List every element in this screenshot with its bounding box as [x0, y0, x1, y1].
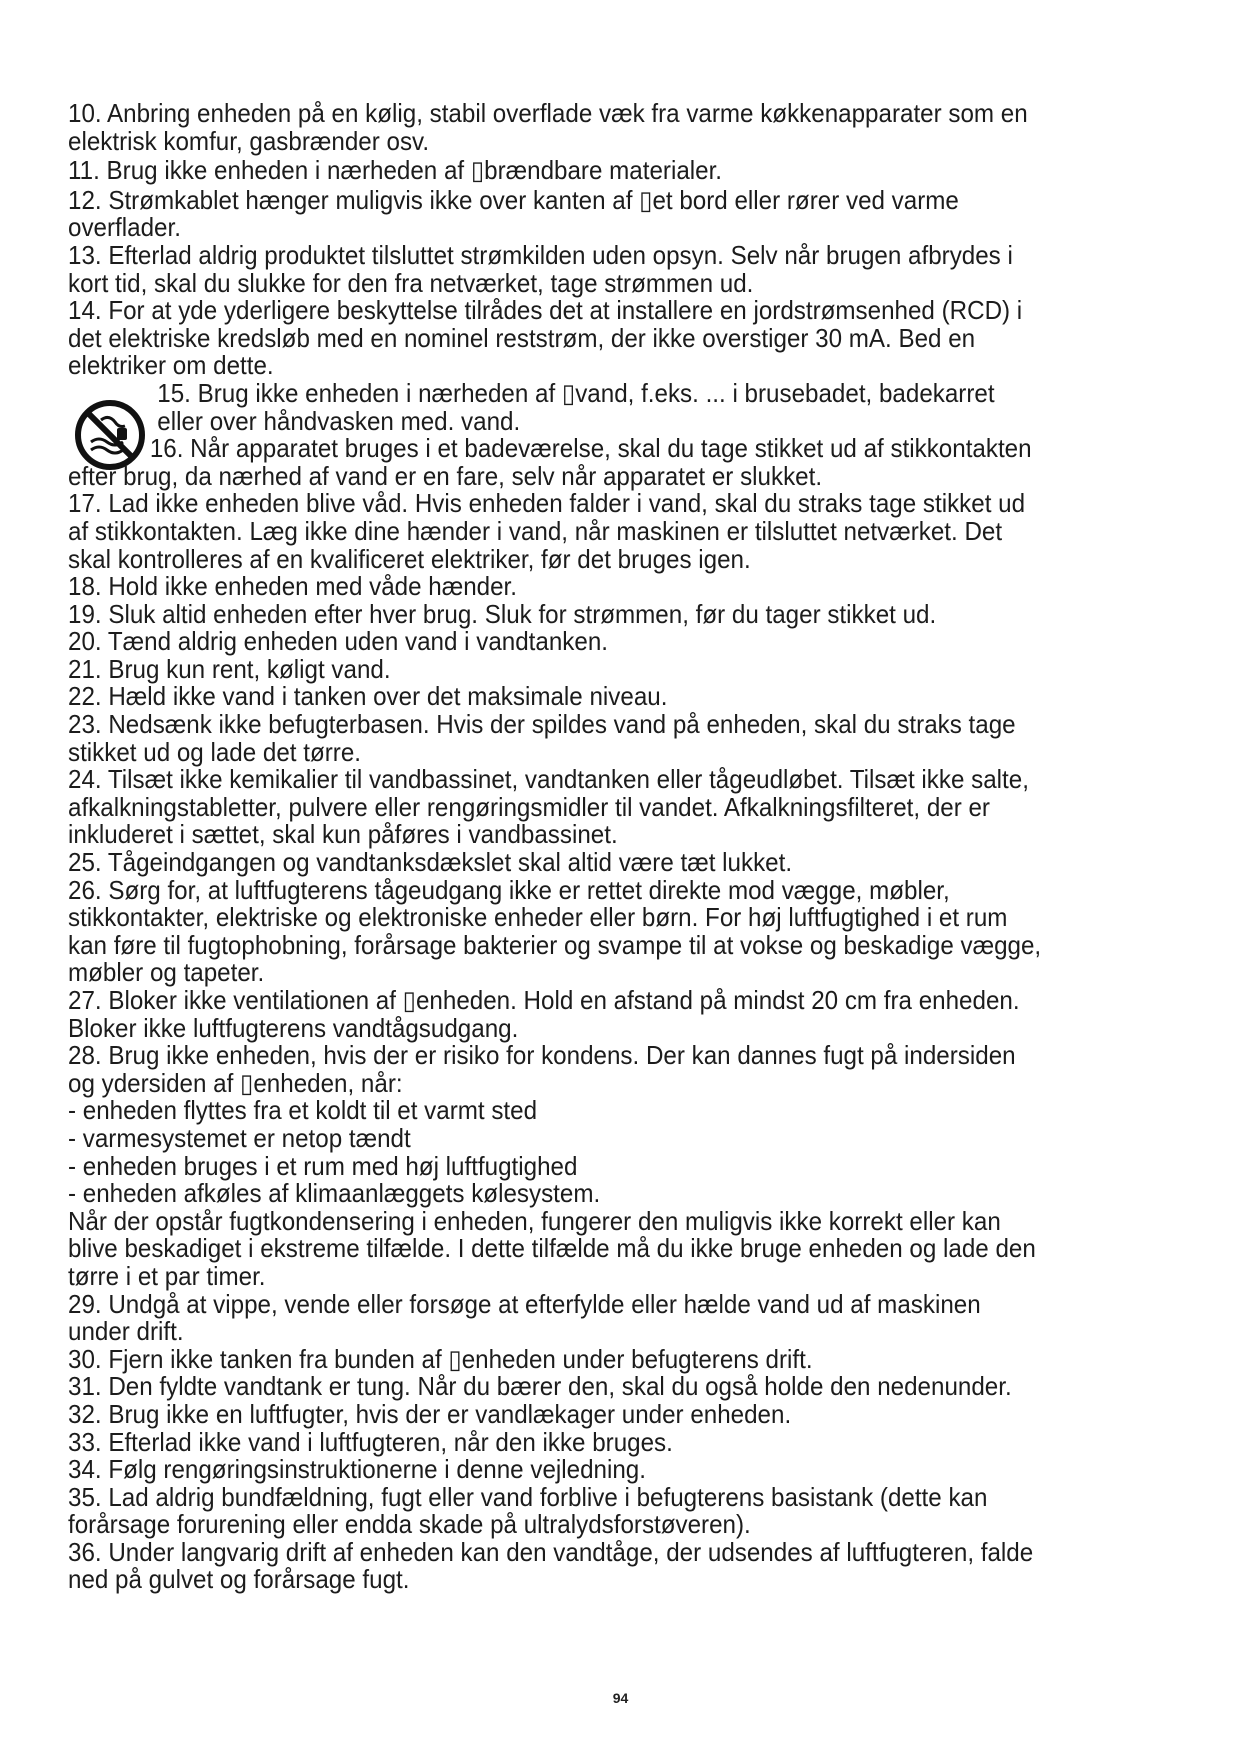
line-27b: Bloker ikke luftfugterens vandtågsudgang. — [68, 1012, 519, 1043]
line-16a: 16. Når apparatet bruges i et badeværelse, skal du tage stikket ud af stikkontakten — [149, 433, 1032, 464]
line-14b: det elektriske kredsløb med en nominel reststrøm, der ikke overstiger 30 mA. Bed en — [68, 322, 976, 353]
line-35b: forårsage forurening eller endda skade på ultralydsforstøveren). — [68, 1509, 751, 1540]
line-14a: 14. For at yde yderligere beskyttelse tilrådes det at installere en jordstrømsenhed (RCD) i — [68, 295, 1023, 326]
line-25: 25. Tågeindgangen og vandtanksdækslet skal altid være tæt lukket. — [68, 847, 793, 878]
line-31: 31. Den fyldte vandtank er tung. Når du bærer den, skal du også holde den nedenunder. — [68, 1371, 1012, 1402]
line-28h: blive beskadiget i ekstreme tilfælde. I dette tilfælde må du ikke bruge enheden og lade den — [68, 1233, 1036, 1264]
line-26b: stikkontakter, elektriske og elektroniske enheder eller børn. For høj luftfugtighed i et rum — [68, 902, 1008, 933]
line-26d: møbler og tapeter. — [68, 957, 265, 988]
line-28c: - enheden flyttes fra et koldt til et varmt sted — [68, 1095, 538, 1126]
line-24c: inkluderet i sættet, skal kun påføres i vandbassinet. — [68, 819, 618, 850]
line-36b: ned på gulvet og forårsage fugt. — [68, 1564, 410, 1595]
line-15a: 15. Brug ikke enheden i nærheden af ▯vand, f.eks. ... i brusebadet, badekarret — [157, 377, 995, 408]
line-33: 33. Efterlad ikke vand i luftfugteren, når den ikke bruges. — [68, 1426, 673, 1457]
line-10b: elektrisk komfur, gasbrænder osv. — [68, 125, 430, 156]
line-29b: under drift. — [68, 1316, 184, 1347]
line-10a: 10. Anbring enheden på en kølig, stabil overflade væk fra varme køkkenapparater som en — [68, 98, 1028, 128]
line-34: 34. Følg rengøringsinstruktionerne i denne vejledning. — [68, 1454, 646, 1485]
line-28b: og ydersiden af ▯enheden, når: — [68, 1067, 403, 1098]
line-23b: stikket ud og lade det tørre. — [68, 736, 361, 767]
line-28f: - enheden afkøles af klimaanlæggets kølesystem. — [68, 1178, 601, 1209]
line-19: 19. Sluk altid enheden efter hver brug. Sluk for strømmen, før du tager stikket ud. — [68, 598, 937, 629]
line-35a: 35. Lad aldrig bundfældning, fugt eller vand forblive i befugterens basistank (dette kan — [68, 1481, 988, 1512]
line-12b: overflader. — [68, 212, 181, 243]
line-16b: efter brug, da nærhed af vand er en fare, selv når apparatet er slukket. — [68, 460, 823, 491]
line-20: 20. Tænd aldrig enheden uden vand i vandtanken. — [68, 626, 608, 657]
line-14c: elektriker om dette. — [68, 350, 274, 381]
line-28a: 28. Brug ikke enheden, hvis der er risiko for kondens. Der kan dannes fugt på indersiden — [68, 1040, 1016, 1071]
line-27a: 27. Bloker ikke ventilationen af ▯enheden. Hold en afstand på mindst 20 cm fra enheden. — [68, 985, 1020, 1015]
line-28g: Når der opstår fugtkondensering i enheden, fungerer den muligvis ikke korrekt eller kan — [68, 1205, 1001, 1236]
line-21: 21. Brug kun rent, køligt vand. — [68, 653, 391, 684]
line-13b: kort tid, skal du slukke for den fra netværket, tage strømmen ud. — [68, 267, 754, 298]
line-12a: 12. Strømkablet hænger muligvis ikke over kanten af ▯et bord eller rører ved varme — [68, 184, 959, 215]
line-17a: 17. Lad ikke enheden blive våd. Hvis enheden falder i vand, skal du straks tage stikket ud — [68, 488, 1026, 519]
line-11: 11. Brug ikke enheden i nærheden af ▯brændbare materialer. — [68, 155, 723, 186]
line-28e: - enheden bruges i et rum med høj luftfugtighed — [68, 1150, 578, 1181]
line-15b: eller over håndvasken med. vand. — [157, 405, 521, 436]
instructions-text — [68, 100, 1175, 1594]
line-29a: 29. Undgå at vippe, vende eller forsøge at efterfylde eller hælde vand ud af maskinen — [68, 1288, 981, 1319]
page-number: 94 — [612, 1690, 629, 1706]
line-26c: kan føre til fugtophobning, forårsage bakterier og svampe til at vokse og beskadige vægge, — [68, 929, 1042, 960]
line-23a: 23. Nedsænk ikke befugterbasen. Hvis der spildes vand på enheden, skal du straks tage — [68, 709, 1016, 740]
line-22: 22. Hæld ikke vand i tanken over det maksimale niveau. — [68, 681, 668, 712]
line-32: 32. Brug ikke en luftfugter, hvis der er vandlækager under enheden. — [68, 1398, 792, 1429]
line-18: 18. Hold ikke enheden med våde hænder. — [68, 571, 517, 602]
line-28d: - varmesystemet er netop tændt — [68, 1122, 411, 1153]
line-13a: 13. Efterlad aldrig produktet tilsluttet strømkilden uden opsyn. Selv når brugen afbrydes i — [68, 239, 1013, 270]
line-24a: 24. Tilsæt ikke kemikalier til vandbassinet, vandtanken eller tågeudløbet. Tilsæt ikke salte, — [68, 764, 1029, 795]
line-36a: 36. Under langvarig drift af enheden kan den vandtåge, der udsendes af luftfugteren, falde — [68, 1536, 1034, 1567]
line-30: 30. Fjern ikke tanken fra bunden af ▯enheden under befugterens drift. — [68, 1343, 813, 1374]
line-28i: tørre i et par timer. — [68, 1260, 266, 1291]
line-17b: af stikkontakten. Læg ikke dine hænder i vand, når maskinen er tilsluttet netværket. Det — [68, 515, 1003, 546]
line-26a: 26. Sørg for, at luftfugterens tågeudgang ikke er rettet direkte mod vægge, møbler, — [68, 874, 950, 905]
line-17c: skal kontrolleres af en kvalificeret elektriker, før det bruges igen. — [68, 543, 751, 574]
line-24b: afkalkningstabletter, pulvere eller rengøringsmidler til vandet. Afkalkningsfilteret, der er — [68, 791, 990, 822]
